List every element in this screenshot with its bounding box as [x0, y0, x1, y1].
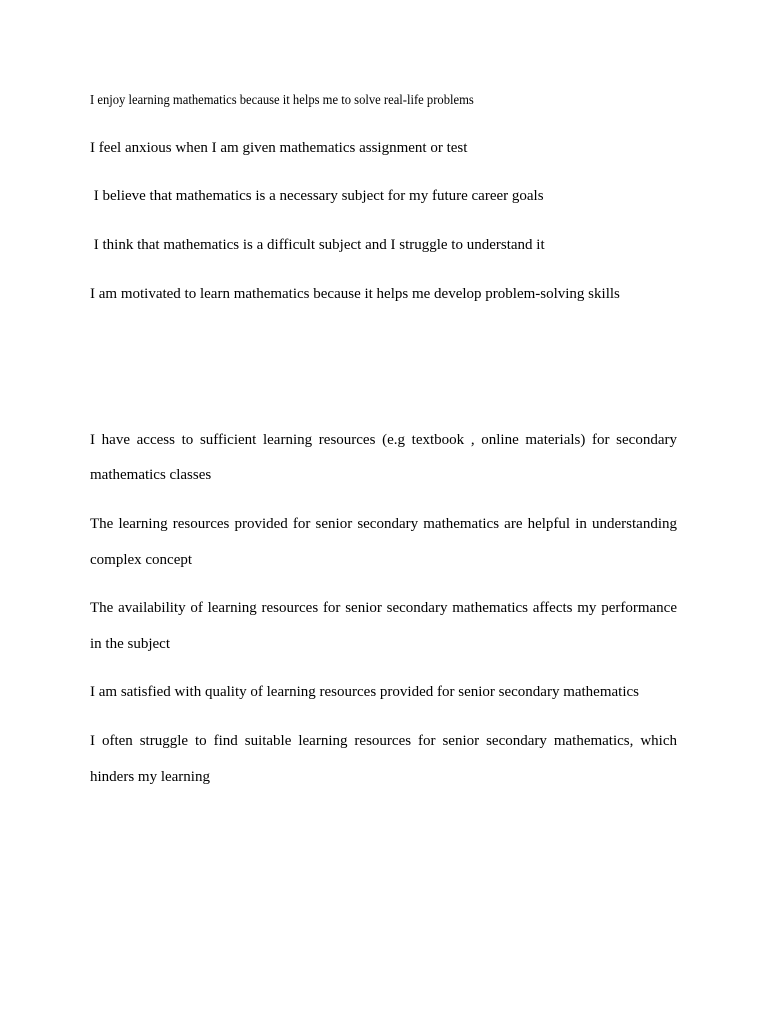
statement-satisfied-quality: I am satisfied with quality of learning resources provided for senior secondary mathematics [90, 684, 639, 700]
statement-availability-line2: in the subject [90, 636, 170, 652]
statement-motivated: I am motivated to learn mathematics because it helps me develop problem-solving skills [90, 286, 620, 302]
statement-feel-anxious: I feel anxious when I am given mathematics assignment or test [90, 140, 468, 156]
statement-access-resources-line1: I have access to sufficient learning resources (e.g textbook , online materials) for secondary [90, 432, 677, 448]
statement-difficult-subject: I think that mathematics is a difficult subject and I struggle to understand it [90, 237, 545, 253]
statement-struggle-find-line2: hinders my learning [90, 769, 210, 785]
statement-helpful-resources-line2: complex concept [90, 552, 193, 568]
statement-helpful-resources-line1: The learning resources provided for senior secondary mathematics are helpful in understanding [90, 516, 677, 532]
statement-access-resources-line2: mathematics classes [90, 467, 212, 483]
statement-struggle-find-line1: I often struggle to find suitable learning resources for senior secondary mathematics, which [90, 733, 677, 749]
statement-necessary-subject: I believe that mathematics is a necessary subject for my future career goals [90, 188, 544, 204]
statement-enjoy-learning: I enjoy learning mathematics because it helps me to solve real-life problems [90, 93, 474, 108]
statement-availability-line1: The availability of learning resources for senior secondary mathematics affects my performance [90, 600, 677, 616]
